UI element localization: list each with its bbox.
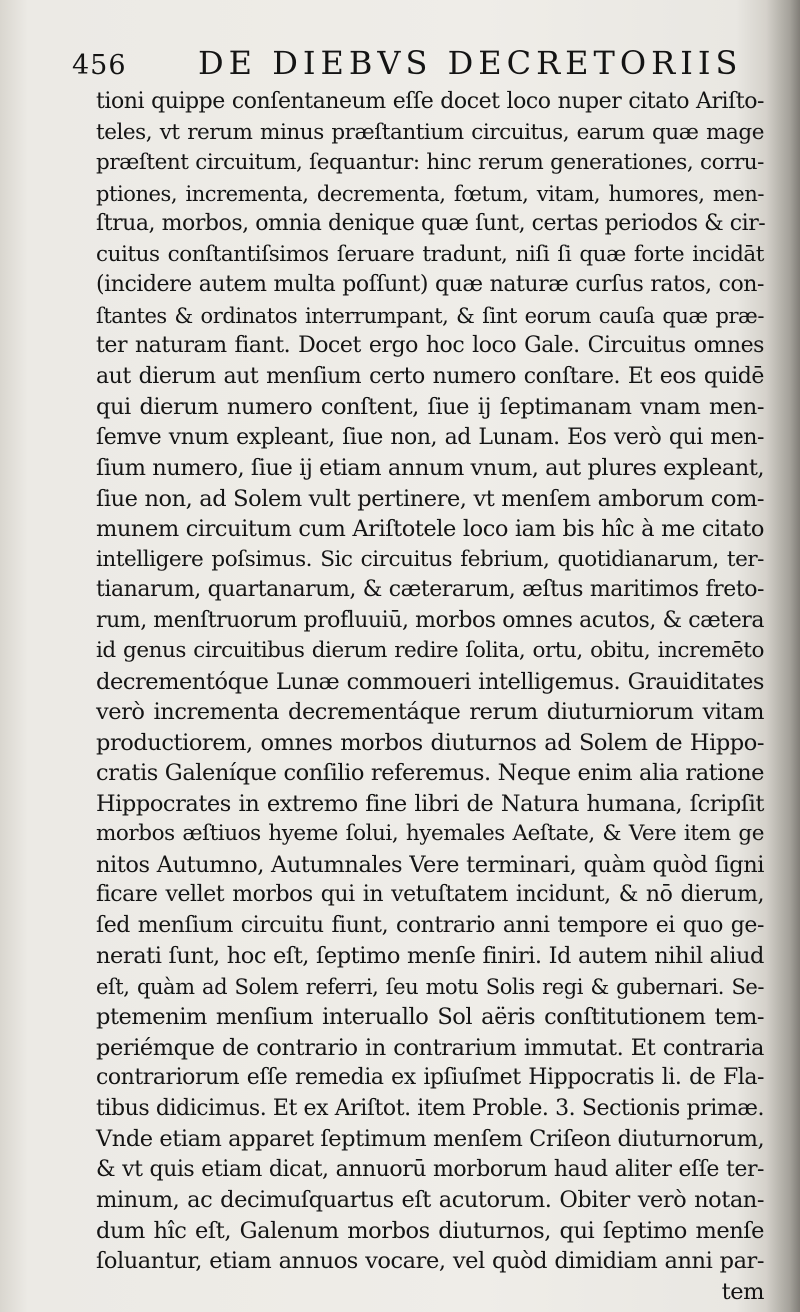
page-number: 456: [72, 50, 127, 81]
text-line: ſoluantur, etiam annuos vocare, vel quòd dimidiam anni par-: [96, 1248, 764, 1274]
text-line: nitos Autumno, Autumnales Vere terminari, quàm quòd ſigni: [96, 851, 764, 878]
text-line: dum hîc eſt, Galenum morbos diuturnos, qui ſeptimo menſe: [96, 1217, 764, 1244]
text-line: (incidere autem multa poſſunt) quæ naturæ curſus ratos, con-: [96, 272, 764, 297]
text-line: nerati ſunt, hoc eſt, ſeptimo menſe finiri. Id autem nihil aliud: [96, 943, 764, 969]
text-line: aut dierum aut menſium certo numero conſtare. Et eos quidē: [96, 363, 764, 389]
page-gutter-shadow: [766, 0, 800, 1312]
text-line: præſtent circuitum, ſequantur: hinc rerum generationes, corru-: [96, 150, 764, 175]
text-line: ptiones, incrementa, decrementa, fœtum, vitam, humores, men-: [96, 181, 764, 206]
text-line: morbos æſtiuos hyeme ſolui, hyemales Aeſtate, & Vere item ge: [96, 821, 764, 846]
text-line: ficare vellet morbos qui in vetuſtatem incidunt, & nō dierum,: [96, 882, 764, 907]
text-line: tianarum, quartanarum, & cæterarum, æſtus maritimos freto-: [96, 577, 764, 602]
text-line: Vnde etiam apparet ſeptimum menſem Criſeon diuturnorum,: [96, 1126, 765, 1152]
text-line: id genus circuitibus dierum redire ſolita, ortu, obitu, incremēto: [96, 638, 764, 663]
body-text: [96, 87, 764, 1307]
text-line: productiorem, omnes morbos diuturnos ad Solem de Hippo-: [96, 729, 764, 756]
text-line: munem circuitum cum Ariſtotele loco iam bis hîc à me citato: [96, 516, 764, 542]
running-title: DE DIEBVS DECRETORIIS: [198, 44, 743, 82]
text-line: ptemenim menſium interuallo Sol aëris conſtitutionem tem-: [96, 1004, 764, 1030]
text-line: ſiue non, ad Solem vult pertinere, vt menſem amborum com-: [96, 485, 764, 512]
text-line: tioni quippe conſentaneum eſſe docet loco nuper citato Ariſto-: [96, 89, 764, 114]
text-line: ſium numero, ſiue ij etiam annum vnum, aut plures expleant,: [96, 455, 765, 481]
text-line: rum, menſtruorum profluuiū, morbos omnes acutos, & cætera: [96, 607, 764, 633]
running-head: [72, 44, 743, 84]
text-line: ſed menſium circuitu fiunt, contrario anni tempore ei quo ge-: [96, 912, 764, 938]
text-line: eſt, quàm ad Solem referri, ſeu motu Solis regi & gubernari. Se-: [96, 974, 764, 999]
text-line: contrariorum eſſe remedia ex ipſiuſmet Hippocratis li. de Fla-: [96, 1065, 764, 1090]
text-line: Hippocrates in extremo fine libri de Natura humana, ſcripſit: [96, 790, 764, 817]
text-line: periémque de contrario in contrarium immutat. Et contraria: [96, 1034, 764, 1061]
text-line: ſemve vnum expleant, ſiue non, ad Lunam. Eos verò qui men-: [96, 424, 764, 450]
text-line: ſtrua, morbos, omnia denique quæ ſunt, certas periodos & cir-: [96, 211, 766, 236]
text-line: qui dierum numero conſtent, ſiue ij ſeptimanam vnam men-: [96, 394, 764, 420]
text-line: minum, ac decimuſquartus eſt acutorum. Obiter verò notan-: [96, 1187, 764, 1213]
text-line: cratis Galeníque conſilio referemus. Neque enim alia ratione: [96, 760, 764, 786]
text-line: verò incrementa decrementáque rerum diuturniorum vitam: [96, 699, 764, 725]
text-line: intelligere poſsimus. Sic circuitus febrium, quotidianarum, ter-: [96, 546, 764, 572]
text-line: tibus didicimus. Et ex Ariſtot. item Proble. 3. Sectionis primæ.: [96, 1095, 764, 1121]
text-line: & vt quis etiam dicat, annuorū morborum haud aliter eſſe ter-: [96, 1156, 764, 1182]
text-line: cuitus conſtantiſsimos ſeruare tradunt, niſi ſi quæ forte incidāt: [96, 241, 764, 267]
text-line: ter naturam fiant. Docet ergo hoc loco Gale. Circuitus omnes: [96, 333, 764, 358]
text-line: decrementóque Lunæ commoueri intelligemus. Grauiditates: [96, 668, 764, 695]
catchword: tem: [721, 1278, 764, 1305]
text-line: ſtantes & ordinatos interrumpant, & ſint eorum cauſa quæ præ-: [96, 303, 764, 328]
text-line: teles, vt rerum minus præſtantium circuitus, earum quæ mage: [96, 119, 764, 145]
